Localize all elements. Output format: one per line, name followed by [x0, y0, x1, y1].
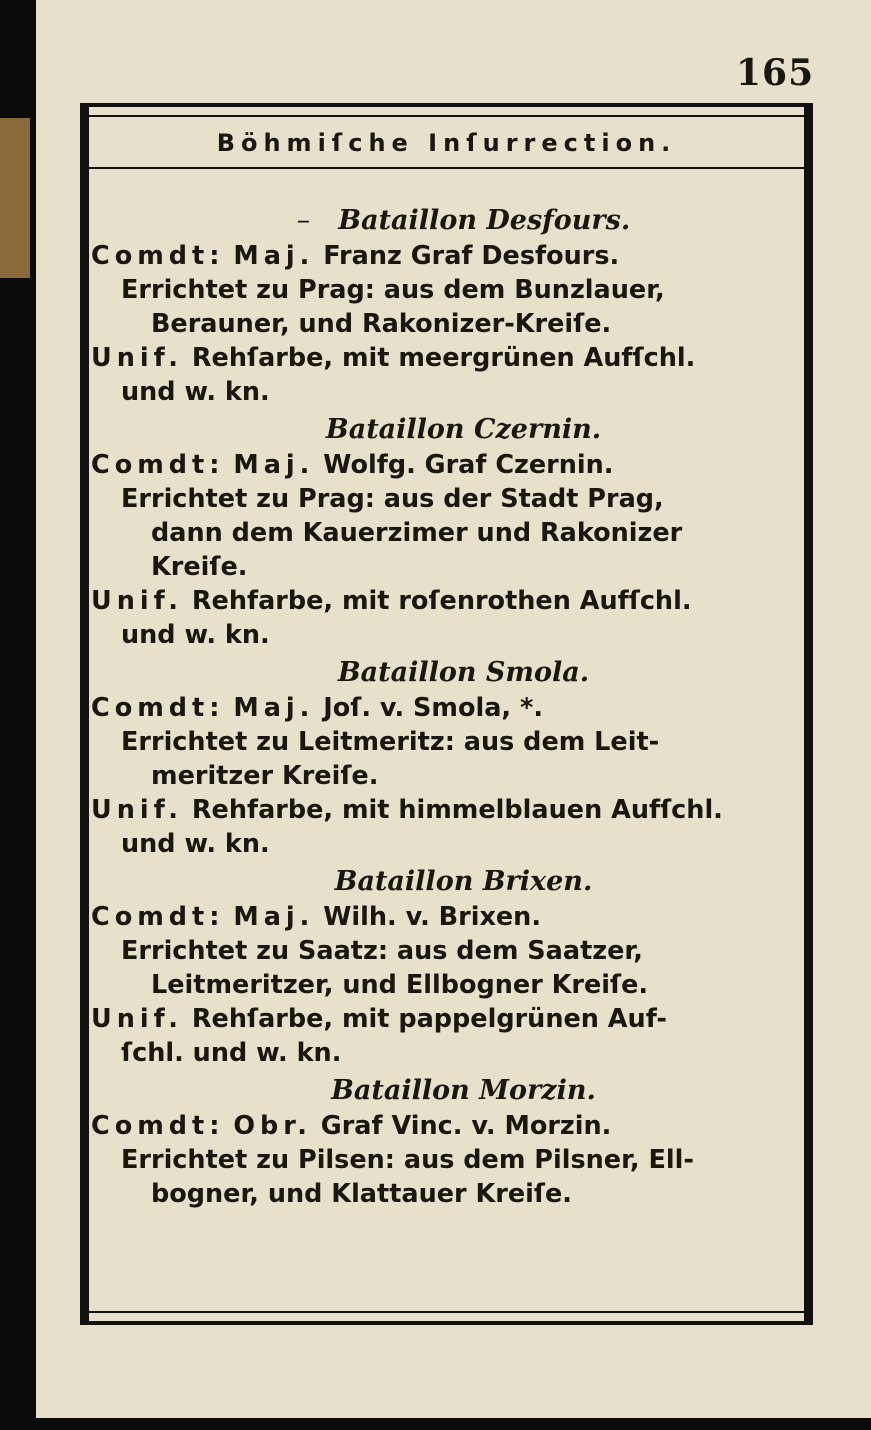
uniform-text: Rehfarbe, mit roſenrothen Aufſchl. — [191, 586, 692, 616]
comdt-label: Comdt: — [91, 241, 225, 271]
page-number: 165 — [736, 52, 815, 94]
battalion-title — [91, 203, 836, 239]
commander-line — [91, 1109, 836, 1143]
battalion-title — [91, 864, 836, 900]
uniform-line — [91, 584, 836, 618]
raised-line: Kreiſe. — [151, 552, 248, 582]
uniform-text: und w. kn. — [121, 377, 270, 407]
battalion-title-text: Bataillon Smola. — [337, 657, 590, 688]
commander-name: Wilh. v. Brixen. — [323, 902, 542, 932]
uniform-text: und w. kn. — [121, 620, 270, 650]
uniform-line — [91, 827, 836, 861]
raised-line: meritzer Kreiſe. — [151, 761, 379, 791]
commander-name: Graf Vinc. v. Morzin. — [320, 1111, 612, 1141]
battalion-title-text: Bataillon Brixen. — [334, 866, 593, 897]
battalion-entry — [91, 864, 836, 1070]
battalion-title-text: Bataillon Desfours. — [338, 205, 631, 236]
uniform-label: Unif. — [91, 795, 183, 825]
book-page — [36, 0, 871, 1418]
rank: Obr. — [233, 1111, 312, 1141]
battalion-entry — [91, 412, 836, 652]
uniform-text: ſchl. und w. kn. — [121, 1038, 342, 1068]
raised-line: Errichtet zu Pilsen: aus dem Pilsner, Ell- — [121, 1145, 694, 1175]
uniform-line — [91, 793, 836, 827]
comdt-label: Comdt: — [91, 1111, 225, 1141]
comdt-label: Comdt: — [91, 902, 225, 932]
frame-rule-top-inner — [89, 115, 804, 117]
battalion-entry — [91, 655, 836, 861]
commander-name: Joſ. v. Smola, *. — [323, 693, 544, 723]
rank: Maj. — [233, 902, 315, 932]
uniform-line — [91, 375, 836, 409]
uniform-label: Unif. — [91, 586, 183, 616]
uniform-line — [91, 618, 836, 652]
battalion-list — [91, 200, 836, 1211]
commander-name: Wolfg. Graf Czernin. — [323, 450, 614, 480]
uniform-line — [91, 1036, 836, 1070]
uniform-line — [91, 1002, 836, 1036]
uniform-text: Rehſarbe, mit meergrünen Aufſchl. — [191, 343, 696, 373]
uniform-label: Unif. — [91, 1004, 183, 1034]
comdt-label: Comdt: — [91, 450, 225, 480]
uniform-line — [91, 341, 836, 375]
raised-line: Errichtet zu Prag: aus dem Bunzlauer, — [121, 275, 665, 305]
raised-line: Errichtet zu Saatz: aus dem Saatzer, — [121, 936, 643, 966]
battalion-title — [91, 655, 836, 691]
raised-line: dann dem Kauerzimer und Rakonizer — [151, 518, 683, 548]
uniform-label: Unif. — [91, 343, 183, 373]
frame-rule-under-head — [89, 167, 804, 169]
commander-line — [91, 448, 836, 482]
scan-bottom-edge — [0, 1418, 871, 1430]
battalion-title — [91, 1073, 836, 1109]
commander-name: Franz Graf Desfours. — [323, 241, 620, 271]
rank: Maj. — [233, 693, 315, 723]
commander-line — [91, 239, 836, 273]
battalion-title — [91, 412, 836, 448]
rank: Maj. — [233, 241, 315, 271]
raised-line: Errichtet zu Leitmeritz: aus dem Leit- — [121, 727, 660, 757]
battalion-entry — [91, 1073, 836, 1211]
running-head: Böhmiſche Inſurrection. — [216, 129, 677, 157]
raised-line: bogner, und Klattauer Kreiſe. — [151, 1179, 572, 1209]
title-dash: – — [296, 205, 311, 236]
battalion-title-text: Bataillon Morzin. — [331, 1075, 596, 1106]
uniform-text: Rehſarbe, mit pappelgrünen Auf- — [191, 1004, 667, 1034]
spine-leather-strip — [0, 118, 30, 278]
rank: Maj. — [233, 450, 315, 480]
comdt-label: Comdt: — [91, 693, 225, 723]
frame-rule-bottom-inner — [89, 1311, 804, 1313]
battalion-entry — [91, 203, 836, 409]
raised-line: Berauner, und Rakonizer-Kreiſe. — [151, 309, 612, 339]
battalion-title-text: Bataillon Czernin. — [325, 414, 602, 445]
raised-line: Errichtet zu Prag: aus der Stadt Prag, — [121, 484, 664, 514]
raised-line: Leitmeritzer, und Ellbogner Kreiſe. — [151, 970, 649, 1000]
uniform-text: und w. kn. — [121, 829, 270, 859]
uniform-text: Rehfarbe, mit himmelblauen Aufſchl. — [191, 795, 723, 825]
commander-line — [91, 900, 836, 934]
commander-line — [91, 691, 836, 725]
